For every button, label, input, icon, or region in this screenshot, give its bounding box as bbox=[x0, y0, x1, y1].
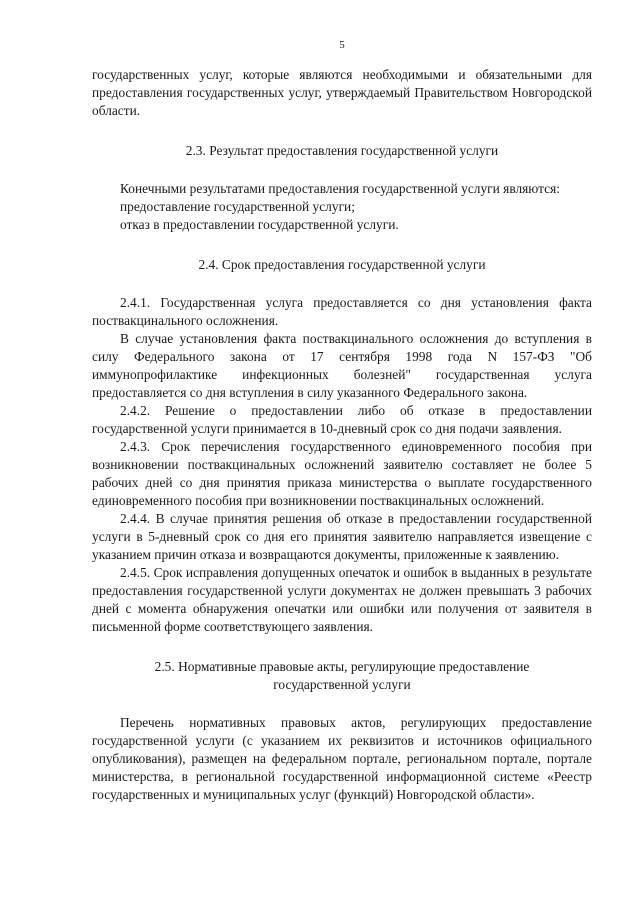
paragraph: предоставление государственной услуги; bbox=[120, 199, 355, 214]
section-heading-2-5 bbox=[92, 658, 592, 694]
paragraph: отказ в предоставлении государственной услуги. bbox=[120, 217, 399, 232]
page-number: 5 bbox=[339, 39, 345, 51]
paragraph: 2.4.4. В случае принятия решения об отказе в предоставлении государственной услуги в 5-дневный срок со дня его принятия заявителю направляется извещение с указанием причин отказа и возвращаются документы, приложенные к заявлению. bbox=[92, 511, 592, 562]
paragraph: 2.4.1. Государственная услуга предоставляется со дня установления факта поствакцинального осложнения. bbox=[92, 295, 592, 328]
paragraph: 2.4.5. Срок исправления допущенных опечаток и ошибок в выданных в результате предоставления государственной услуги документах не должен превышать 3 рабочих дней с момента обнаружения опечатки или ошибки или получения от заявителя в письменной форме соответствующего заявления. bbox=[92, 565, 592, 634]
section-heading-2-3: 2.3. Результат предоставления государственной услуги bbox=[185, 143, 499, 158]
section-heading-2-4: 2.4. Срок предоставления государственной услуги bbox=[198, 257, 486, 272]
paragraph: Перечень нормативных правовых актов, регулирующих предоставление государственной услуги (с указанием их реквизитов и источников официального опубликования), размещен на федеральном портале, региональном портале, портале министерства, в региональной государственной информационной системе «Реестр государственных и муниципальных услуг (функций) Новгородской области». bbox=[92, 715, 592, 802]
intro-paragraph: государственных услуг, которые являются необходимыми и обязательными для предоставления государственных услуг, утверждаемый Правительством Новгородской области. bbox=[92, 67, 592, 118]
paragraph: 2.4.2. Решение о предоставлении либо об отказе в предоставлении государственной услуги принимается в 10-дневный срок со дня подачи заявления. bbox=[92, 403, 592, 436]
section-heading-2-5-line2: государственной услуги bbox=[273, 677, 411, 692]
section-heading-2-5-line1: 2.5. Нормативные правовые акты, регулирующие предоставление bbox=[154, 659, 530, 674]
paragraph: Конечными результатами предоставления государственной услуги являются: bbox=[120, 181, 560, 196]
paragraph: 2.4.3. Срок перечисления государственного единовременного пособия при возникновении поствакцинальных осложнений заявителю составляет не более 5 рабочих дней со дня принятия приказа министерства о выплате государственного единовременного пособия при возникновении поствакцинальных осложнений. bbox=[92, 439, 592, 508]
paragraph: В случае установления факта поствакцинального осложнения до вступления в силу Федерального закона от 17 сентября 1998 года N 157-ФЗ "Об иммунопрофилактике инфекционных болезней" государственная услуга предоставляется со дня вступления в силу указанного Федерального закона. bbox=[92, 331, 592, 400]
